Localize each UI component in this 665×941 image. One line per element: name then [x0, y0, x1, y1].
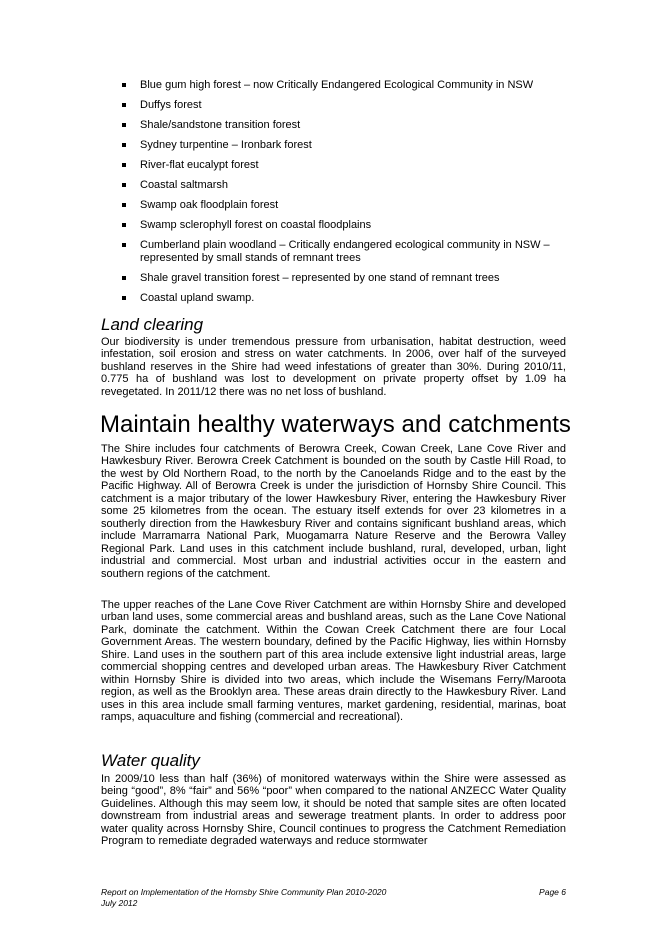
bullet-icon: [122, 183, 126, 187]
list-item: [101, 292, 566, 305]
page-footer: [101, 887, 566, 909]
list-item-text: Shale gravel transition forest – represented by one stand of remnant trees: [140, 272, 500, 284]
bullet-icon: [122, 243, 126, 247]
list-item: [101, 119, 566, 132]
list-item: [101, 272, 566, 285]
list-item: [101, 179, 566, 192]
bullet-icon: [122, 83, 126, 87]
list-item: [101, 159, 566, 172]
forest-types-list: [101, 79, 566, 312]
list-item-text: Cumberland plain woodland – Critically endangered ecological community in NSW – represented by small stands of remnant trees: [140, 239, 550, 264]
bullet-icon: [122, 103, 126, 107]
footer-report-title: Report on Implementation of the Hornsby Shire Community Plan 2010-2020: [101, 887, 387, 897]
list-item: [101, 79, 566, 92]
land-clearing-heading: Land clearing: [101, 315, 204, 334]
waterways-paragraph-2: The upper reaches of the Lane Cove River Catchment are within Hornsby Shire and developed urban land uses, some commercial areas and bushland areas, such as the Lane Cove National Park, dominate the catchment. Within the Cowan Creek Catchment there are four Local Government Areas. The western boundary, defined by the Pacific Highway, lies within Hornsby Shire. Land uses in the southern part of this area include extensive light industrial areas, large commercial shopping centres and developed urban areas. The Hawkesbury River Catchment within Hornsby Shire is divided into two areas, which include the Wisemans Ferry/Maroota region, as well as the Brooklyn area. These areas drain directly to the Hawkesbury River. Land uses in this area include small farming ventures, market gardening, residential, marinas, boat ramps, aquaculture and fishing (commercial and recreational).: [101, 599, 566, 724]
list-item-text: Coastal saltmarsh: [140, 179, 229, 191]
waterways-paragraph-1: The Shire includes four catchments of Berowra Creek, Cowan Creek, Lane Cove River and Hawkesbury River. Berowra Creek Catchment is bounded on the south by Castle Hill Road, to the west by Old Northern Road, to the north by the Canoelands Ridge and to the east by the Pacific Highway. All of Berowra Creek is under the jurisdiction of Hornsby Shire Council. This catchment is a major tributary of the lower Hawkesbury River, entering the Hawkesbury River some 25 kilometres from the ocean. The estuary itself extends for over 23 kilometres in a southerly direction from the Hawkesbury River and contains significant bushland areas, which include Marramarra National Park, Muogamarra Nature Reserve and the Berowra Valley Regional Park. Land uses in this catchment include bushland, rural, developed, urban, light industrial and commercial. Most urban and industrial activities occur in the eastern and southern regions of the catchment.: [101, 443, 566, 580]
list-item: [101, 219, 566, 232]
water-quality-paragraph: In 2009/10 less than half (36%) of monitored waterways within the Shire were assessed as being “good”, 8% “fair” and 56% “poor” when compared to the national ANZECC Water Quality Guidelines. Although this may seem low, it should be noted that sample sites are often located downstream from industrial areas and sewerage treatment plants. In order to address poor water quality across Hornsby Shire, Council continues to progress the Catchment Remediation Program to remediate degraded waterways and reduce stormwater: [101, 773, 566, 848]
list-item-text: Duffys forest: [140, 99, 202, 111]
list-item-text: Coastal upland swamp.: [140, 292, 255, 304]
list-item-text: Sydney turpentine – Ironbark forest: [140, 139, 312, 151]
bullet-icon: [122, 223, 126, 227]
land-clearing-paragraph: Our biodiversity is under tremendous pressure from urbanisation, habitat destruction, weed infestation, soil erosion and stress on water catchments. In 2006, over half of the surveyed bushland reserves in the Shire had weed infestations of greater than 30%. During 2010/11, 0.775 ha of bushland was lost to development on private property offset by 1.09 ha revegetated. In 2011/12 there was no net loss of bushland.: [101, 336, 566, 398]
bullet-icon: [122, 163, 126, 167]
list-item: [101, 99, 566, 112]
list-item: [101, 239, 566, 265]
list-item-text: Shale/sandstone transition forest: [140, 119, 301, 131]
bullet-icon: [122, 123, 126, 127]
bullet-icon: [122, 143, 126, 147]
list-item: [101, 199, 566, 212]
water-quality-heading: Water quality: [101, 751, 200, 770]
waterways-heading: Maintain healthy waterways and catchments: [100, 411, 571, 438]
list-item-text: Swamp sclerophyll forest on coastal floodplains: [140, 219, 372, 231]
footer-page-number: Page 6: [539, 887, 566, 897]
list-item-text: Blue gum high forest – now Critically Endangered Ecological Community in NSW: [140, 79, 534, 91]
list-item-text: Swamp oak floodplain forest: [140, 199, 279, 211]
bullet-icon: [122, 203, 126, 207]
list-item-text: River-flat eucalypt forest: [140, 159, 259, 171]
bullet-icon: [122, 296, 126, 300]
footer-date: July 2012: [101, 898, 138, 908]
bullet-icon: [122, 276, 126, 280]
list-item: [101, 139, 566, 152]
